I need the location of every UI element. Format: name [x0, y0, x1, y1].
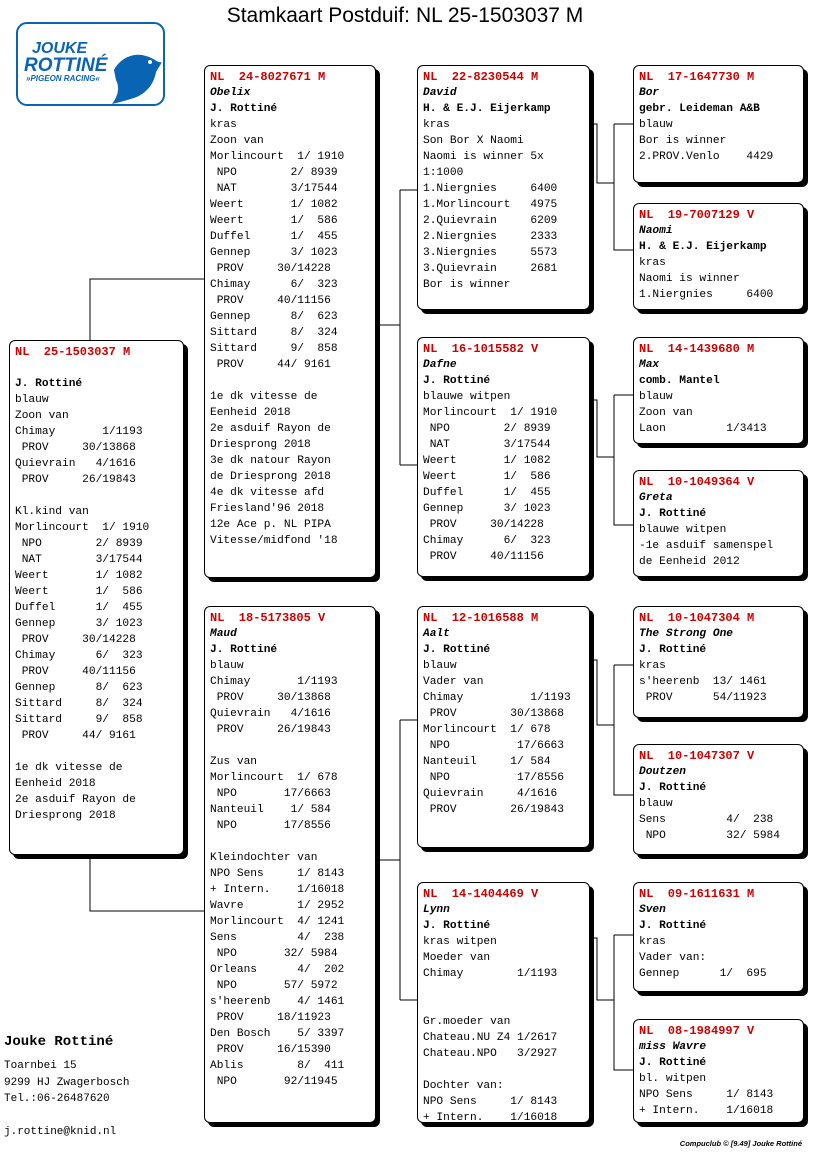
detail-line: Sens 4/ 238 — [639, 814, 774, 826]
detail-line: NPO 92/11945 — [210, 1076, 338, 1088]
ring-number: NL 25-1503037 M — [15, 345, 131, 359]
detail-line — [423, 982, 584, 998]
detail-line: Vader van: — [639, 952, 707, 964]
detail-line: 3e dk natour Rayon — [210, 455, 331, 467]
detail-line: Kl.kind van — [15, 506, 89, 518]
pigeon-name: The Strong One — [639, 628, 733, 640]
breeder-name: Jouke Rottiné — [4, 1034, 114, 1050]
detail-line: Ablis 8/ 411 — [210, 1060, 345, 1072]
ring-number: NL 19-7007129 V — [639, 208, 755, 222]
detail-line: s'heerenb 4/ 1461 — [210, 996, 345, 1008]
card-details — [639, 1071, 798, 1119]
detail-line: Gennep 8/ 623 — [210, 311, 338, 323]
pigeon-name: Lynn — [423, 904, 450, 916]
detail-line: 1.Niergnies 6400 — [639, 289, 774, 301]
detail-line: Quievrain 4/1616 — [15, 458, 136, 470]
detail-line: Weert 1/ 1082 — [210, 199, 338, 211]
ring-number: NL 24-8027671 M — [210, 70, 326, 84]
card-details — [639, 658, 798, 706]
pigeon-name: miss Wavre — [639, 1041, 707, 1053]
detail-line: PROV 30/14228 — [210, 263, 331, 275]
ring-number: NL 14-1439680 M — [639, 342, 755, 356]
card-details — [639, 522, 798, 570]
detail-line: Gennep 1/ 695 — [639, 968, 767, 980]
card-fm — [417, 337, 590, 577]
detail-line: 1.Niergnies 6400 — [423, 183, 558, 195]
detail-line — [210, 373, 370, 389]
detail-line: Chimay 1/1193 — [423, 692, 571, 704]
ring-number: NL 22-8230544 M — [423, 70, 539, 84]
detail-line: 2.PROV.Venlo 4429 — [639, 151, 774, 163]
detail-line: Morlincourt 1/ 678 — [423, 724, 551, 736]
card-details — [639, 255, 798, 303]
card-details — [639, 796, 798, 844]
detail-line: Zoon van — [210, 135, 264, 147]
detail-line: s'heerenb 13/ 1461 — [639, 676, 767, 688]
detail-line: NAT 3/17544 — [15, 554, 143, 566]
detail-line: Zoon van — [639, 407, 693, 419]
detail-line: NAT 3/17544 — [423, 439, 551, 451]
logo-line2: ROTTINÉ — [24, 55, 108, 76]
detail-line: de Driesprong 2018 — [210, 471, 331, 483]
card-ffm — [633, 203, 804, 310]
detail-line — [423, 1062, 584, 1078]
card-details — [639, 389, 798, 437]
detail-line: blauw — [423, 660, 457, 672]
detail-line: + Intern. 1/16018 — [639, 1105, 774, 1117]
title-ring: NL 25-1503037 M — [415, 4, 584, 27]
pigeon-owner: J. Rottiné — [639, 1057, 707, 1069]
pigeon-name — [15, 360, 178, 376]
pigeon-owner: J. Rottiné — [423, 375, 491, 387]
detail-line: Morlincourt 4/ 1241 — [210, 916, 345, 928]
detail-line: Chimay 1/1193 — [210, 676, 338, 688]
detail-line: PROV 30/13868 — [423, 708, 564, 720]
detail-line: NPO 32/ 5984 — [639, 830, 780, 842]
detail-line: Zus van — [210, 756, 257, 768]
detail-line: Morlincourt 1/ 1910 — [423, 407, 558, 419]
detail-line: Son Bor X Naomi — [423, 135, 524, 147]
pigeon-owner: J. Rottiné — [423, 920, 491, 932]
detail-line: PROV 30/14228 — [15, 634, 136, 646]
detail-line: NPO 17/6663 — [423, 740, 564, 752]
detail-line: Quievrain 4/1616 — [210, 708, 331, 720]
detail-line: Nanteuil 1/ 584 — [423, 756, 551, 768]
detail-line: Eenheid 2018 — [210, 407, 291, 419]
detail-line: NPO Sens 1/ 8143 — [210, 868, 345, 880]
pigeon-name: Dafne — [423, 359, 457, 371]
detail-line: Dochter van: — [423, 1080, 504, 1092]
detail-line: blauw — [15, 394, 49, 406]
detail-line: NPO 57/ 5972 — [210, 980, 338, 992]
card-fff — [633, 65, 804, 183]
card-mfm — [633, 744, 804, 855]
detail-line: Duffel 1/ 455 — [15, 602, 143, 614]
detail-line: Wavre 1/ 2952 — [210, 900, 345, 912]
ring-number: NL 12-1016588 M — [423, 611, 539, 625]
card-mf — [417, 606, 590, 848]
detail-line: PROV 44/ 9161 — [15, 730, 136, 742]
detail-line: Chimay 6/ 323 — [210, 279, 338, 291]
detail-line: Gennep 8/ 623 — [15, 682, 143, 694]
card-ff — [417, 65, 590, 310]
detail-line: NPO 2/ 8939 — [15, 538, 143, 550]
ring-number: NL 18-5173805 V — [210, 611, 326, 625]
card-details — [423, 389, 584, 565]
detail-line: Chimay 6/ 323 — [15, 650, 143, 662]
detail-line: blauw — [639, 391, 673, 403]
logo-line3: »PIGEON RACING« — [26, 74, 100, 83]
ring-number: NL 16-1015582 V — [423, 342, 539, 356]
detail-line — [210, 834, 370, 850]
detail-line: 2e asduif Rayon de — [210, 423, 331, 435]
detail-line: + Intern. 1/16018 — [423, 1112, 558, 1124]
pigeon-name: David — [423, 87, 457, 99]
card-mother — [204, 606, 376, 1123]
card-mm — [417, 882, 590, 1123]
detail-line: Gennep 3/ 1023 — [15, 618, 143, 630]
detail-line: Eenheid 2018 — [15, 778, 96, 790]
detail-line — [423, 998, 584, 1014]
pigeon-name: Naomi — [639, 225, 673, 237]
breeder-address1: Toarnbei 15 — [4, 1060, 77, 1072]
pigeon-name: Maud — [210, 628, 237, 640]
pigeon-name: Aalt — [423, 628, 450, 640]
detail-line: PROV 40/11156 — [423, 551, 544, 563]
detail-line: NPO 17/8556 — [210, 820, 331, 832]
detail-line: Weert 1/ 586 — [15, 586, 143, 598]
detail-line: NPO 17/6663 — [210, 788, 331, 800]
pigeon-name: Greta — [639, 492, 673, 504]
detail-line: blauwe witpen — [639, 524, 727, 536]
card-mff — [633, 606, 804, 718]
detail-line: PROV 44/ 9161 — [210, 359, 331, 371]
detail-line: PROV 30/13868 — [15, 442, 136, 454]
card-fmm — [633, 470, 804, 577]
card-mmf — [633, 882, 804, 992]
detail-line: Weert 1/ 586 — [423, 471, 551, 483]
detail-line: kras — [423, 119, 450, 131]
card-details — [639, 117, 798, 165]
pigeon-owner: J. Rottiné — [15, 378, 83, 390]
card-details — [423, 934, 584, 1126]
detail-line: NPO 2/ 8939 — [423, 423, 551, 435]
ring-number: NL 14-1404469 V — [423, 887, 539, 901]
detail-line: 1.Morlincourt 4975 — [423, 199, 558, 211]
detail-line: PROV 26/19843 — [210, 724, 331, 736]
pigeon-name: Bor — [639, 87, 660, 99]
detail-line: Friesland'96 2018 — [210, 503, 325, 515]
detail-line: NAT 3/17544 — [210, 183, 338, 195]
ring-number: NL 08-1984997 V — [639, 1024, 755, 1038]
detail-line: kras — [639, 936, 666, 948]
card-details — [210, 117, 370, 549]
pigeon-owner: J. Rottiné — [210, 644, 278, 656]
detail-line: 12e Ace p. NL PIPA — [210, 519, 331, 531]
pigeon-owner: J. Rottiné — [639, 782, 707, 794]
pigeon-owner: comb. Mantel — [639, 375, 720, 387]
detail-line: Morlincourt 1/ 678 — [210, 772, 338, 784]
detail-line: 1:1000 — [423, 167, 464, 179]
detail-line: PROV 26/19843 — [423, 804, 564, 816]
detail-line: 1e dk vitesse de — [15, 762, 123, 774]
detail-line: 3.Quievrain 2681 — [423, 263, 558, 275]
detail-line: 2e asduif Rayon de — [15, 794, 136, 806]
pigeon-owner: J. Rottiné — [639, 644, 707, 656]
detail-line: Sittard 8/ 324 — [15, 698, 143, 710]
detail-line: 1e dk vitesse de — [210, 391, 318, 403]
detail-line: Sens 4/ 238 — [210, 932, 345, 944]
detail-line: Driesprong 2018 — [15, 810, 116, 822]
detail-line: PROV 54/11923 — [639, 692, 767, 704]
pigeon-owner: H. & E.J. Eijerkamp — [639, 241, 767, 253]
detail-line: PROV 16/15390 — [210, 1044, 331, 1056]
detail-line: Chimay 1/1193 — [15, 426, 143, 438]
card-subject — [9, 340, 184, 855]
detail-line: Den Bosch 5/ 3397 — [210, 1028, 345, 1040]
detail-line: blauw — [210, 660, 244, 672]
detail-line: Nanteuil 1/ 584 — [210, 804, 331, 816]
card-details — [639, 934, 798, 982]
ring-number: NL 10-1049364 V — [639, 475, 755, 489]
detail-line: Duffel 1/ 455 — [210, 231, 338, 243]
detail-line: 4e dk vitesse afd — [210, 487, 325, 499]
card-details — [210, 658, 370, 1090]
detail-line: Vitesse/midfond '18 — [210, 535, 338, 547]
detail-line: Chateau.NPO 3/2927 — [423, 1048, 558, 1060]
detail-line: Sittard 9/ 858 — [210, 343, 338, 355]
detail-line: -1e asduif samenspel — [639, 540, 774, 552]
detail-line: de Eenheid 2012 — [639, 556, 740, 568]
detail-line: NPO Sens 1/ 8143 — [639, 1089, 774, 1101]
detail-line: Kleindochter van — [210, 852, 318, 864]
card-details — [15, 392, 178, 824]
detail-line: Naomi is winner — [639, 273, 740, 285]
detail-line: Duffel 1/ 455 — [423, 487, 551, 499]
detail-line: bl. witpen — [639, 1073, 707, 1085]
pigeon-owner: gebr. Leideman A&B — [639, 103, 760, 115]
detail-line: 2.Niergnies 2333 — [423, 231, 558, 243]
detail-line — [15, 744, 178, 760]
ring-number: NL 17-1647730 M — [639, 70, 755, 84]
detail-line: kras witpen — [423, 936, 497, 948]
card-father — [204, 65, 376, 578]
detail-line: Driesprong 2018 — [210, 439, 311, 451]
detail-line: Bor is winner — [639, 135, 727, 147]
detail-line: Sittard 8/ 324 — [210, 327, 338, 339]
detail-line: Weert 1/ 586 — [210, 215, 338, 227]
breeder-email: j.rottine@knid.nl — [4, 1126, 117, 1138]
pigeon-name: Doutzen — [639, 766, 686, 778]
breeder-phone: Tel.:06-26487620 — [4, 1093, 110, 1105]
detail-line: Gennep 3/ 1023 — [423, 503, 551, 515]
detail-line: Morlincourt 1/ 1910 — [15, 522, 150, 534]
detail-line — [15, 488, 178, 504]
detail-line: 2.Quievrain 6209 — [423, 215, 558, 227]
detail-line: NPO Sens 1/ 8143 — [423, 1096, 558, 1108]
card-fmf — [633, 337, 804, 444]
detail-line: Laon 1/3413 — [639, 423, 767, 435]
detail-line: Quievrain 4/1616 — [423, 788, 558, 800]
logo-line1: JOUKE — [32, 40, 88, 57]
detail-line: Chimay 1/1193 — [423, 968, 558, 980]
detail-line: PROV 26/19843 — [15, 474, 136, 486]
detail-line: Naomi is winner 5x — [423, 151, 544, 163]
pigeon-owner: J. Rottiné — [210, 103, 278, 115]
pigeon-owner: J. Rottiné — [639, 508, 707, 520]
pigeon-name: Obelix — [210, 87, 251, 99]
footer-credit: Compuclub © [9.49] Jouke Rottiné — [679, 1139, 802, 1148]
card-details — [423, 658, 584, 818]
detail-line: PROV 30/13868 — [210, 692, 331, 704]
pigeon-name: Sven — [639, 904, 666, 916]
detail-line: blauw — [639, 119, 673, 131]
detail-line: NPO 2/ 8939 — [210, 167, 338, 179]
detail-line: Chimay 6/ 323 — [423, 535, 551, 547]
detail-line: Morlincourt 1/ 1910 — [210, 151, 345, 163]
detail-line: PROV 30/14228 — [423, 519, 544, 531]
card-details — [423, 117, 584, 293]
detail-line: Moeder van — [423, 952, 491, 964]
detail-line: Sittard 9/ 858 — [15, 714, 143, 726]
detail-line: + Intern. 1/16018 — [210, 884, 345, 896]
pigeon-owner: H. & E.J. Eijerkamp — [423, 103, 551, 115]
detail-line: Weert 1/ 1082 — [423, 455, 551, 467]
detail-line: PROV 40/11156 — [210, 295, 331, 307]
detail-line: kras — [210, 119, 237, 131]
ring-number: NL 09-1611631 M — [639, 887, 755, 901]
detail-line: Vader van — [423, 676, 484, 688]
detail-line: 3.Niergnies 5573 — [423, 247, 558, 259]
ring-number: NL 10-1047304 M — [639, 611, 755, 625]
detail-line: PROV 40/11156 — [15, 666, 136, 678]
detail-line: blauwe witpen — [423, 391, 511, 403]
breeder-address2: 9299 HJ Zwagerbosch — [4, 1077, 130, 1089]
detail-line: Gennep 3/ 1023 — [210, 247, 338, 259]
detail-line: NPO 17/8556 — [423, 772, 564, 784]
pigeon-owner: J. Rottiné — [423, 644, 491, 656]
detail-line: blauw — [639, 798, 673, 810]
card-mmm — [633, 1019, 804, 1123]
detail-line: NPO 32/ 5984 — [210, 948, 338, 960]
detail-line: kras — [639, 660, 666, 672]
detail-line: Weert 1/ 1082 — [15, 570, 143, 582]
detail-line: Zoon van — [15, 410, 69, 422]
ring-number: NL 10-1047307 V — [639, 749, 755, 763]
detail-line: Chateau.NU Z4 1/2617 — [423, 1032, 558, 1044]
detail-line: Gr.moeder van — [423, 1016, 511, 1028]
detail-line: kras — [639, 257, 666, 269]
pigeon-owner: J. Rottiné — [639, 920, 707, 932]
title-prefix: Stamkaart Postduif: — [226, 4, 410, 27]
pigeon-name: Max — [639, 359, 660, 371]
detail-line: Orleans 4/ 202 — [210, 964, 345, 976]
detail-line: PROV 18/11923 — [210, 1012, 331, 1024]
detail-line — [210, 738, 370, 754]
detail-line: Bor is winner — [423, 279, 511, 291]
